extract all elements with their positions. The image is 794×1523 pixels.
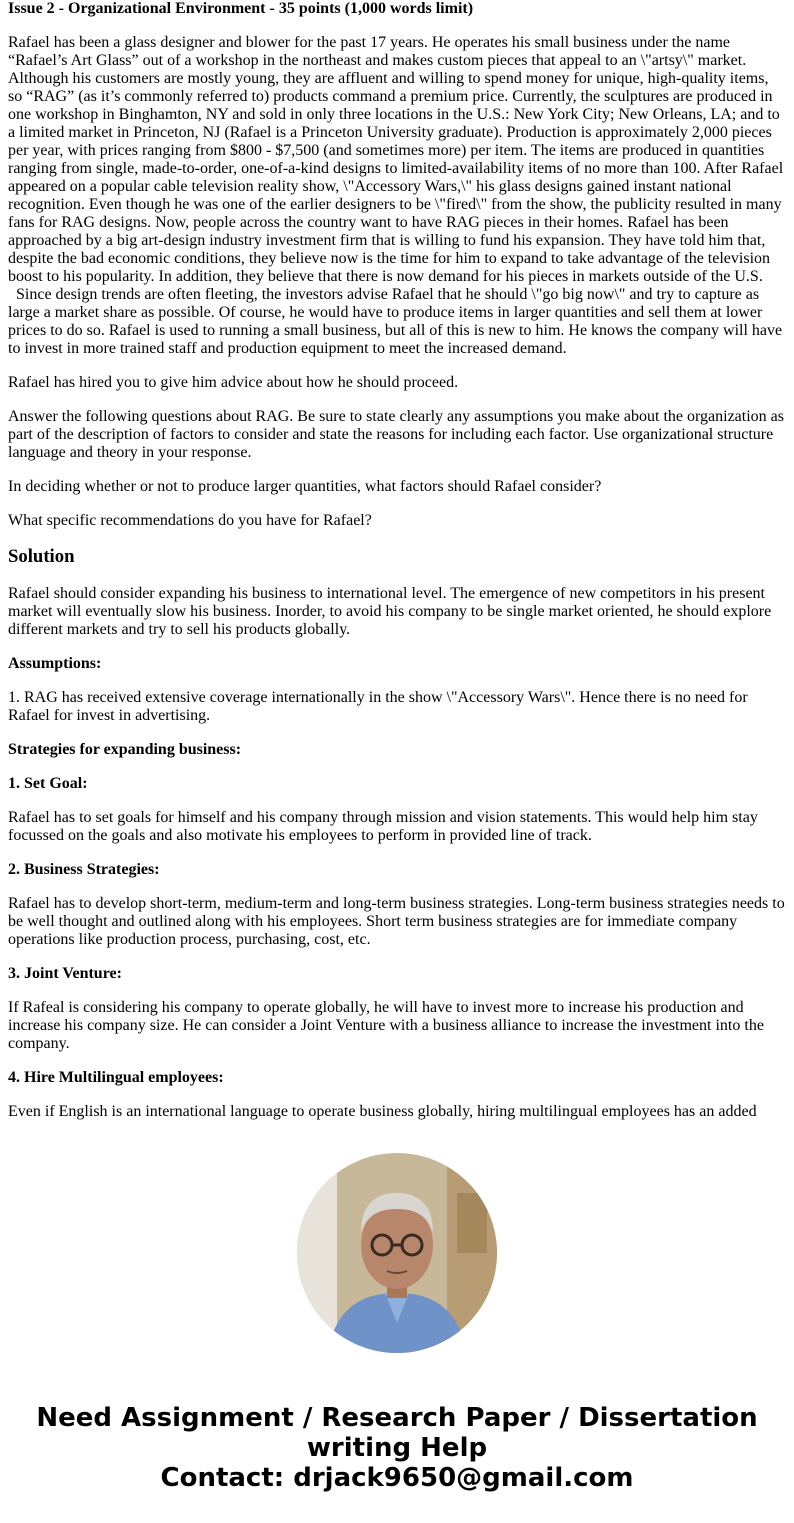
question-1: In deciding whether or not to produce larger quantities, what factors should Rafael consider? — [8, 478, 602, 495]
avatar — [297, 1153, 497, 1353]
avatar-portrait — [297, 1153, 497, 1353]
solution-heading: Solution — [8, 546, 75, 567]
strategy-2-heading: 2. Business Strategies: — [8, 861, 160, 878]
hired-paragraph: Rafael has hired you to give him advice about how he should proceed. — [8, 374, 459, 391]
intro-paragraph-part-b: Since design trends are often fleeting, the investors advise Rafael that he should \"go big now\" and try to capture as large a market share as possible. Of course, he would have to produce items in larger quantities and sell them at lower prices to do so. Rafael is used to running a small business, but all of this is new to him. He knows the company will have to invest in more trained staff and production equipment to meet the increased demand. — [8, 286, 786, 357]
intro-paragraph — [8, 34, 786, 358]
promo-contact-line: Contact: drjack9650@gmail.com — [160, 1463, 634, 1493]
assumptions-heading: Assumptions: — [8, 655, 102, 672]
assumption-1: 1. RAG has received extensive coverage internationally in the show \"Accessory Wars\". Hence there is no need for Rafael for invest in advertising. — [8, 689, 748, 724]
strategy-3-heading: 3. Joint Venture: — [8, 965, 122, 982]
strategy-1-text: Rafael has to set goals for himself and his company through mission and vision statements. This would help him stay focussed on the goals and also motivate his employees to perform in provided line of track. — [8, 809, 758, 844]
instructions-paragraph: Answer the following questions about RAG. Be sure to state clearly any assumptions you make about the organization as part of the description of factors to consider and state the reasons for including each factor. Use organizational structure language and theory in your response. — [8, 408, 784, 461]
promo-footer — [0, 1123, 794, 1523]
issue-title: Issue 2 - Organizational Environment - 35 points (1,000 words limit) — [8, 0, 474, 17]
promo-text — [0, 1403, 794, 1493]
document-body — [8, 0, 786, 1123]
strategy-4-heading: 4. Hire Multilingual employees: — [8, 1069, 224, 1086]
strategy-3-text: If Rafeal is considering his company to operate globally, he will have to invest more to increase his production and increase his company size. He can consider a Joint Venture with a business alliance to increase the investment into the company. — [8, 999, 764, 1052]
strategy-4-text: Even if English is an international language to operate business globally, hiring multilingual employees has an added — [8, 1103, 757, 1120]
promo-line-1: Need Assignment / Research Paper / Dissertation — [36, 1403, 758, 1433]
question-2: What specific recommendations do you have for Rafael? — [8, 512, 372, 529]
strategy-1-heading: 1. Set Goal: — [8, 775, 88, 792]
strategy-2-text: Rafael has to develop short-term, medium-term and long-term business strategies. Long-term business strategies needs to be well thought and outlined along with his employees. Short term business strategies are for immediate company operations like production process, purchasing, cost, etc. — [8, 895, 785, 948]
intro-paragraph-part-a: Rafael has been a glass designer and blower for the past 17 years. He operates his small business under the name “Rafael’s Art Glass” out of a workshop in the northeast and makes custom pieces that appeal to an \"artsy\" market. Although his customers are mostly young, they are affluent and willing to spend money for unique, high-quality items, so “RAG” (as it’s commonly referred to) products command a premium price. Currently, the sculptures are produced in one workshop in Binghamton, NY and sold in only three locations in the U.S.: New York City; New Orleans, LA; and to a limited market in Princeton, NJ (Rafael is a Princeton University graduate). Production is approximately 2,000 pieces per year, with prices ranging from $800 - $7,500 (and sometimes more) per item. The items are produced in quantities ranging from single, made-to-order, one-of-a-kind designs to limited-availability items of no more than 100. After Rafael appeared on a popular cable television reality show, \"Accessory Wars,\" his glass designs gained instant national recognition. Even though he was one of the earlier designers to be \"fired\" from the show, the publicity resulted in many fans for RAG designs. Now, people across the country want to have RAG pieces in their homes. Rafael has been approached by a big art-design industry investment firm that is willing to fund his expansion. They have told him that, despite the bad economic conditions, they believe now is the time for him to expand to take advantage of the television boost to his popularity. In addition, they believe that there is now demand for his pieces in markets outside of the U.S. — [8, 34, 784, 285]
strategies-heading: Strategies for expanding business: — [8, 741, 242, 758]
promo-line-2: writing Help — [306, 1433, 488, 1463]
solution-intro: Rafael should consider expanding his business to international level. The emergence of new competitors in his present market will eventually slow his business. Inorder, to avoid his company to be single market oriented, he should explore different markets and try to sell his products globally. — [8, 585, 772, 638]
